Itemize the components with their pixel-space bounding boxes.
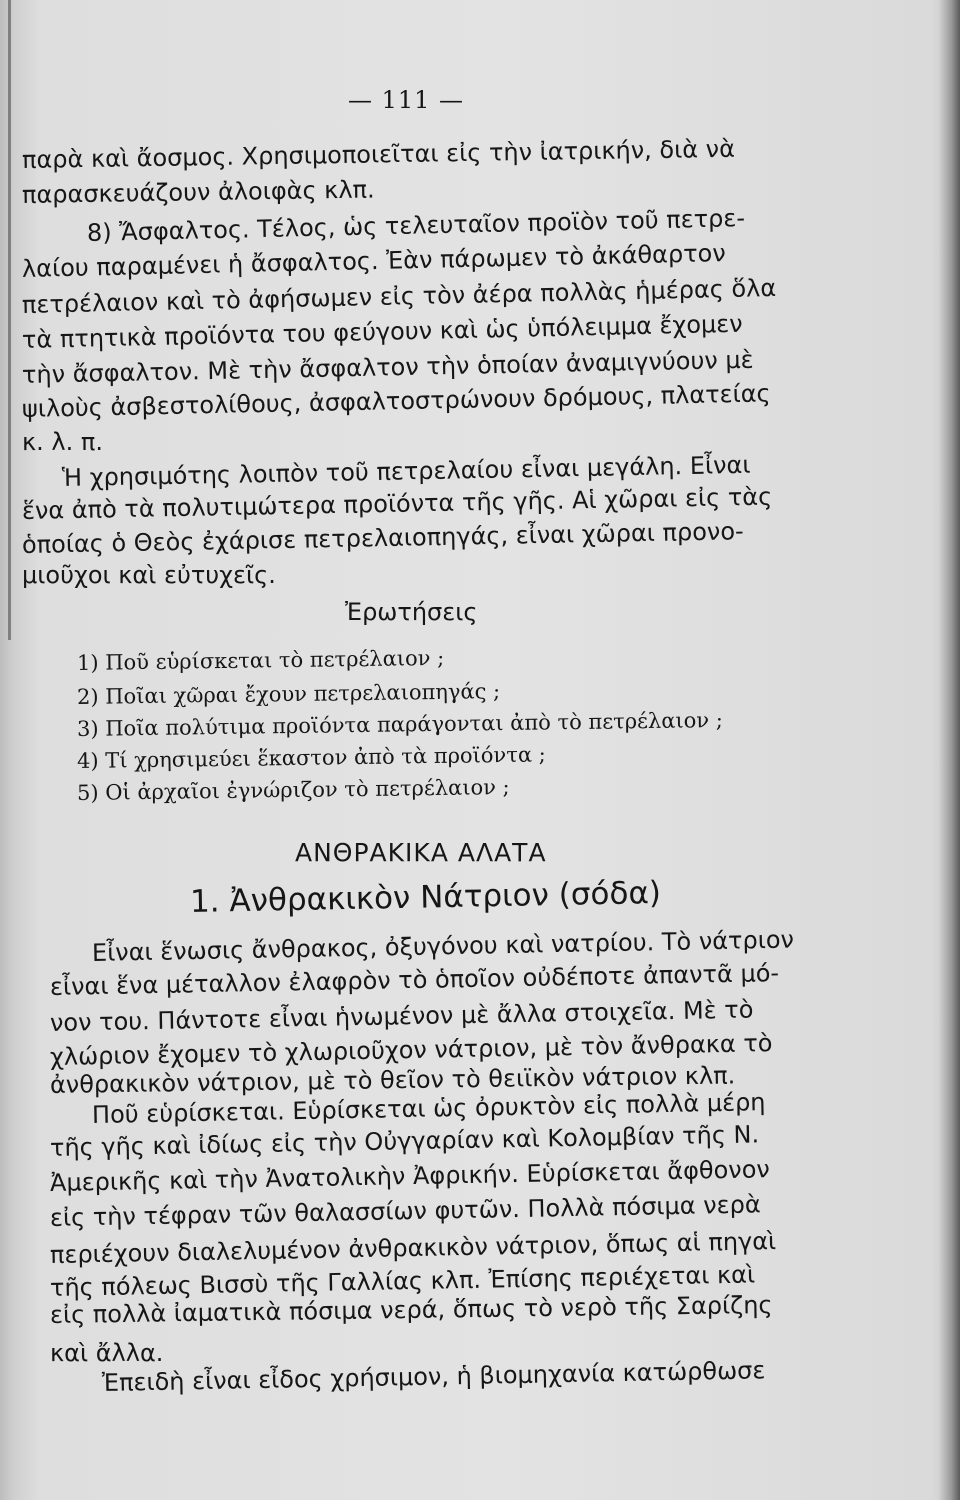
page-number: — 111 — bbox=[347, 86, 465, 114]
text-line: 8) Ἄσφαλτος. Τέλος, ὡς τελευταῖον προϊὸν τοῦ πετρε- bbox=[86, 204, 746, 247]
section-heading: ΑΝΘΡΑΚΙΚΑ ΑΛΑΤΑ bbox=[295, 838, 547, 867]
page-edge bbox=[938, 0, 960, 1500]
text-line: Ποῦ εὑρίσκεται. Εὑρίσκεται ὡς ὀρυκτὸν εἰς πολλὰ μέρη bbox=[91, 1088, 766, 1129]
text-line: παρὰ καὶ ἄοσμος. Χρησιμοποιεῖται εἰς τὴν ἰατρικήν, διὰ νὰ bbox=[21, 134, 736, 174]
text-line: Ἀμερικῆς καὶ τὴν Ἀνατολικὴν Ἀφρικήν. Εὑρίσκεται ἄφθονον bbox=[49, 1155, 771, 1197]
text-line: τῆς πόλεως Βισσὺ τῆς Γαλλίας κλπ. Ἐπίσης περιέχεται καὶ bbox=[49, 1260, 756, 1302]
text-line: λαίου παραμένει ἡ ἄσφαλτος. Ἐὰν πάρωμεν τὸ ἀκάθαρτον bbox=[21, 239, 727, 283]
text-line: ἀνθρακικὸν νάτριον, μὲ τὸ θεῖον τὸ θειϊκὸν νάτριον κλπ. bbox=[49, 1061, 736, 1099]
question-item: 5) Οἱ ἀρχαῖοι ἐγνώριζον τὸ πετρέλαιον ; bbox=[76, 774, 510, 805]
text-line: πετρέλαιον καὶ τὸ ἀφήσωμεν εἰς τὸν ἀέρα πολλὰς ἡμέρας ὅλα bbox=[21, 273, 777, 319]
question-item: 3) Ποῖα πολύτιμα προϊόντα παράγονται ἀπὸ τὸ πετρέλαιον ; bbox=[76, 707, 723, 741]
text-line: τῆς γῆς καὶ ἰδίως εἰς τὴν Οὐγγαρίαν καὶ Κολομβίαν τῆς Ν. bbox=[49, 1120, 760, 1162]
question-item: 2) Ποῖαι χῶραι ἔχουν πετρελαιοπηγάς ; bbox=[76, 679, 501, 709]
text-line: εἰς τὴν τέφραν τῶν θαλασσίων φυτῶν. Πολλὰ πόσιμα νερὰ bbox=[49, 1190, 761, 1232]
question-item: 1) Ποῦ εὑρίσκεται τὸ πετρέλαιον ; bbox=[76, 645, 445, 675]
text-line: ψιλοὺς ἀσβεστολίθους, ἀσφαλτοστρώνουν δρόμους, πλατείας bbox=[21, 379, 771, 423]
text-line: Ἡ χρησιμότης λοιπὸν τοῦ πετρελαίου εἶναι μεγάλη. Εἶναι bbox=[61, 450, 751, 492]
subsection-heading: 1. Ἀνθρακικὸν Νάτριον (σόδα) bbox=[189, 874, 662, 920]
text-line: παρασκευάζουν ἀλοιφὰς κλπ. bbox=[21, 175, 375, 209]
text-line: μιοῦχοι καὶ εὐτυχεῖς. bbox=[22, 561, 276, 589]
text-line: χλώριον ἔχομεν τὸ χλωριοῦχον νάτριον, μὲ τὸν ἄνθρακα τὸ bbox=[49, 1029, 773, 1071]
text-line: νον του. Πάντοτε εἶναι ἡνωμένον μὲ ἄλλα στοιχεῖα. Μὲ τὸ bbox=[49, 995, 754, 1037]
text-line: Εἶναι ἕνωσις ἄνθρακος, ὀξυγόνου καὶ νατρίου. Τὸ νάτριον bbox=[91, 925, 795, 967]
text-line: τὰ πτητικὰ προϊόντα του φεύγουν καὶ ὡς ὑπόλειμμα ἔχομεν bbox=[21, 309, 743, 354]
text-line: περιέχουν διαλελυμένον ἀνθρακικὸν νάτριον, ὅπως αἱ πηγαὶ bbox=[49, 1227, 777, 1269]
text-line: τὴν ἄσφαλτον. Μὲ τὴν ἄσφαλτον τὴν ὁποίαν ἀναμιγνύουν μὲ bbox=[21, 345, 754, 389]
text-line: κ. λ. π. bbox=[22, 428, 103, 456]
text-line: ὁποίας ὁ Θεὸς ἐχάρισε πετρελαιοπηγάς, εἶναι χῶραι προνο- bbox=[21, 517, 744, 559]
question-item: 4) Τί χρησιμεύει ἕκαστον ἀπὸ τὰ προϊόντα ; bbox=[76, 742, 546, 773]
text-line: ἕνα ἀπὸ τὰ πολυτιμώτερα προϊόντα τῆς γῆς. Αἱ χῶραι εἰς τὰς bbox=[21, 482, 773, 525]
text-line: εἶναι ἕνα μέταλλον ἐλαφρὸν τὸ ὁποῖον οὐδέποτε ἀπαντᾶ μό- bbox=[49, 959, 780, 1001]
questions-title: Ἐρωτήσεις bbox=[345, 598, 478, 626]
text-line: καὶ ἄλλα. bbox=[50, 1339, 164, 1367]
text-line: εἰς πολλὰ ἰαματικὰ πόσιμα νερά, ὅπως τὸ νερὸ τῆς Σαρίζης bbox=[49, 1290, 773, 1329]
text-line: Ἐπειδὴ εἶναι εἶδος χρήσιμον, ἡ βιομηχανία κατώρθωσε bbox=[101, 1356, 766, 1397]
